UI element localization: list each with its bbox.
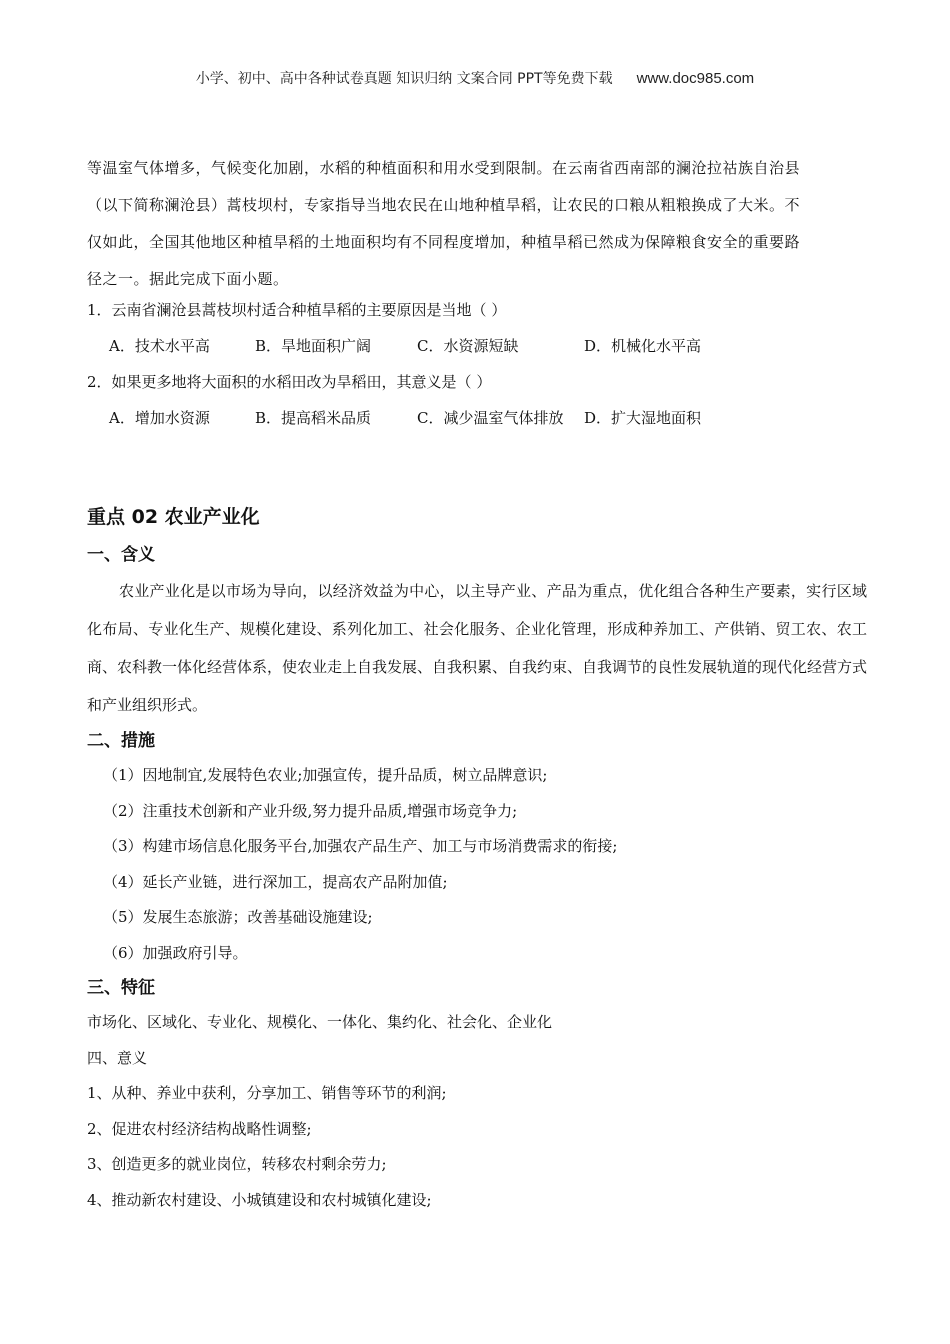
significance-item: 1、从种、养业中获利，分享加工、销售等环节的利润;	[87, 1084, 447, 1102]
option-a: A．增加水资源	[109, 409, 210, 427]
page-header	[0, 68, 950, 88]
option-b: B．提高稻米品质	[255, 409, 372, 427]
measure-item: （1）因地制宜,发展特色农业;加强宣传，提升品质，树立品牌意识;	[103, 766, 548, 784]
section-body	[87, 538, 867, 1218]
measure-item: （2）注重技术创新和产业升级,努力提升品质,增强市场竞争力;	[103, 801, 518, 820]
option-a: A．技术水平高	[109, 337, 210, 355]
option-d: D．扩大湿地面积	[584, 409, 702, 427]
meaning-heading: 一、含义	[87, 545, 155, 565]
measure-item: （3）构建市场信息化服务平台,加强农产品生产、加工与市场消费需求的衔接;	[103, 837, 618, 855]
page-content	[87, 150, 868, 1209]
intro-line: 等温室气体增多，气候变化加剧，水稻的种植面积和用水受到限制。在云南省西南部的澜沧拉祜族自治县	[87, 159, 801, 177]
significance-item: 3、创造更多的就业岗位，转移农村剩余劳力;	[87, 1155, 387, 1173]
option-c: C．减少温室气体排放	[417, 409, 564, 427]
measure-item: （5）发展生态旅游；改善基础设施建设;	[103, 908, 373, 926]
option-d: D．机械化水平高	[584, 337, 702, 355]
intro-line: 径之一。据此完成下面小题。	[87, 270, 289, 288]
header-site-link[interactable]: www.doc985.com	[636, 70, 755, 87]
header-text: 小学、初中、高中各种试卷真题 知识归纳 文案合同 PPT等免费下载	[195, 71, 613, 87]
option-b: B．旱地面积广阔	[255, 337, 372, 355]
features-text: 市场化、区域化、专业化、规模化、一体化、集约化、社会化、企业化	[87, 1013, 553, 1031]
question-options	[87, 328, 867, 364]
meaning-text: 农业产业化是以市场为导向，以经济效益为中心，以主导产业、产品为重点，优化组合各种生产要素，实行区域化布局、专业化生产、规模化建设、系列化加工、社会化服务、企业化管理，形成种养加工、产供销、贸工农、农工商、农科教一体化经营体系，使农业走上自我发展、自我积累、自我约束、自我调节的良性发展轨道的现代化经营方式和产业组织形式。	[87, 582, 868, 714]
question-1	[87, 292, 867, 364]
features-heading: 三、特征	[87, 978, 155, 998]
intro-line: （以下简称澜沧县）蒿枝坝村，专家指导当地农民在山地种植旱稻，让农民的口粮从粗粮换成了大米。不	[87, 196, 801, 214]
measures-heading: 二、措施	[87, 731, 155, 751]
option-c: C．水资源短缺	[417, 337, 519, 355]
measure-item: （6）加强政府引导。	[103, 943, 248, 962]
question-stem: 2．如果更多地将大面积的水稻田改为旱稻田，其意义是（ ）	[87, 373, 492, 391]
question-options	[87, 400, 867, 436]
intro-paragraph	[87, 150, 867, 298]
question-stem: 1．云南省澜沧县蒿枝坝村适合种植旱稻的主要原因是当地（ ）	[87, 301, 507, 319]
question-2	[87, 364, 867, 436]
significance-heading: 四、意义	[87, 1048, 148, 1067]
section-title: 重点 02 农业产业化	[87, 506, 260, 528]
measure-item: （4）延长产业链，进行深加工，提高农产品附加值;	[103, 872, 448, 891]
significance-item: 4、推动新农村建设、小城镇建设和农村城镇化建设;	[87, 1190, 432, 1209]
intro-line: 仅如此，全国其他地区种植旱稻的土地面积均有不同程度增加，种植旱稻已然成为保障粮食安全的重要路	[87, 233, 801, 251]
significance-item: 2、促进农村经济结构战略性调整;	[87, 1119, 312, 1138]
